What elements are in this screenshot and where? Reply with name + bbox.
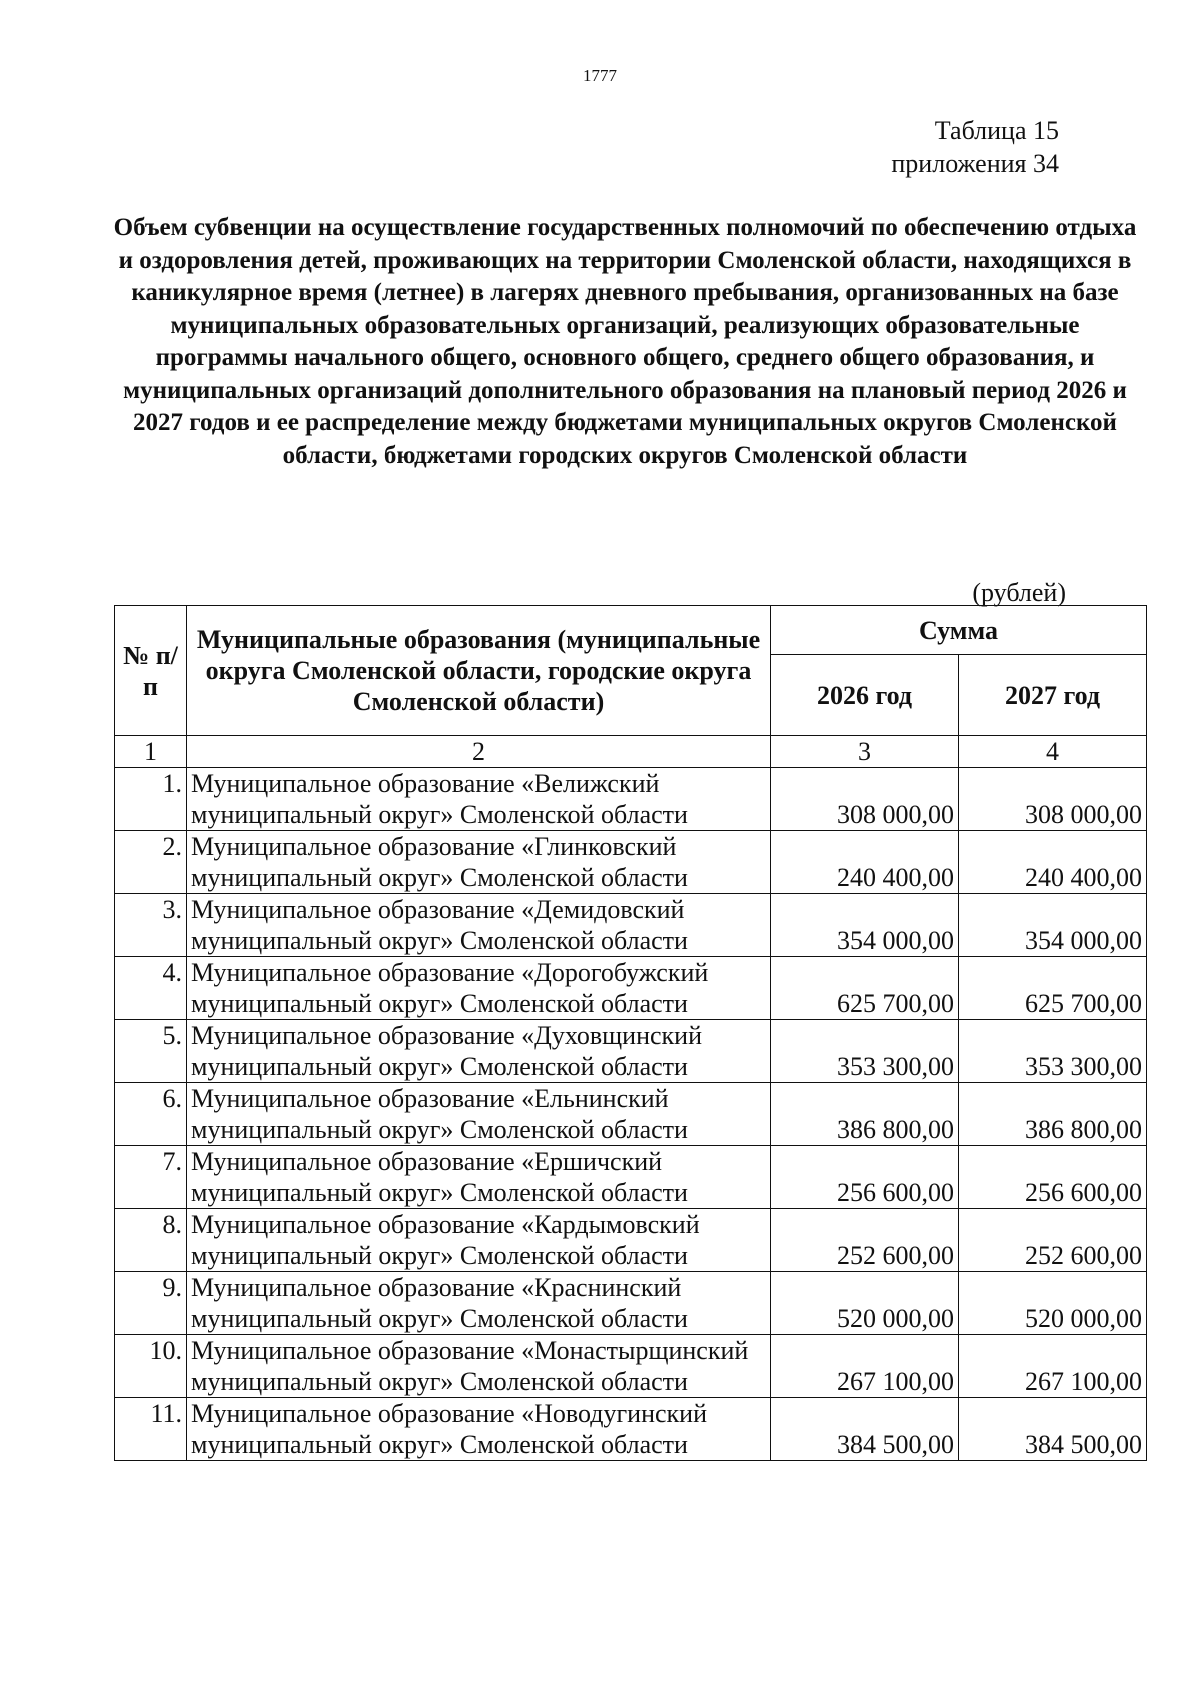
- municipality-name: Муниципальное образование «Ершичский муниципальный округ» Смоленской области: [187, 1146, 771, 1209]
- amount-2027: 384 500,00: [959, 1398, 1147, 1461]
- row-number: 8.: [115, 1209, 187, 1272]
- table-row: [115, 768, 1147, 831]
- amount-2026: 384 500,00: [771, 1398, 959, 1461]
- row-number: 11.: [115, 1398, 187, 1461]
- table-body: [115, 768, 1147, 1461]
- table-row: [115, 894, 1147, 957]
- header-municipality: Муниципальные образования (муниципальные округа Смоленской области, городские округа Смоленской области): [187, 606, 771, 736]
- column-index-row: [115, 736, 1147, 768]
- municipality-name: Муниципальное образование «Ельнинский муниципальный округ» Смоленской области: [187, 1083, 771, 1146]
- header-row-1: [115, 606, 1147, 655]
- column-index-2: 2: [187, 736, 771, 768]
- row-number: 1.: [115, 768, 187, 831]
- amount-2026: 252 600,00: [771, 1209, 959, 1272]
- amount-2026: 267 100,00: [771, 1335, 959, 1398]
- row-number: 7.: [115, 1146, 187, 1209]
- header-year-2026: 2026 год: [771, 655, 959, 736]
- amount-2027: 267 100,00: [959, 1335, 1147, 1398]
- amount-2027: 240 400,00: [959, 831, 1147, 894]
- page-number: 1777: [583, 66, 617, 85]
- amount-2026: 240 400,00: [771, 831, 959, 894]
- municipality-name: Муниципальное образование «Новодугинский муниципальный округ» Смоленской области: [187, 1398, 771, 1461]
- row-number: 9.: [115, 1272, 187, 1335]
- subvention-table: [114, 605, 1147, 1461]
- table-row: [115, 957, 1147, 1020]
- municipality-name: Муниципальное образование «Кардымовский муниципальный округ» Смоленской области: [187, 1209, 771, 1272]
- amount-2027: 353 300,00: [959, 1020, 1147, 1083]
- table-row: [115, 1335, 1147, 1398]
- header-year-2027: 2027 год: [959, 655, 1147, 736]
- municipality-name: Муниципальное образование «Демидовский муниципальный округ» Смоленской области: [187, 894, 771, 957]
- row-number: 3.: [115, 894, 187, 957]
- column-index-1: 1: [115, 736, 187, 768]
- municipality-name: Муниципальное образование «Монастырщинский муниципальный округ» Смоленской области: [187, 1335, 771, 1398]
- table-row: [115, 1272, 1147, 1335]
- amount-2027: 256 600,00: [959, 1146, 1147, 1209]
- municipality-name: Муниципальное образование «Глинковский муниципальный округ» Смоленской области: [187, 831, 771, 894]
- row-number: 10.: [115, 1335, 187, 1398]
- municipality-name: Муниципальное образование «Духовщинский муниципальный округ» Смоленской области: [187, 1020, 771, 1083]
- amount-2026: 354 000,00: [771, 894, 959, 957]
- amount-2027: 625 700,00: [959, 957, 1147, 1020]
- amount-2027: 520 000,00: [959, 1272, 1147, 1335]
- amount-2026: 353 300,00: [771, 1020, 959, 1083]
- amount-2026: 256 600,00: [771, 1146, 959, 1209]
- municipality-name: Муниципальное образование «Краснинский муниципальный округ» Смоленской области: [187, 1272, 771, 1335]
- table-reference-line-1: Таблица 15: [934, 116, 1059, 145]
- amount-2027: 386 800,00: [959, 1083, 1147, 1146]
- amount-2026: 625 700,00: [771, 957, 959, 1020]
- table-row: [115, 1398, 1147, 1461]
- amount-2026: 308 000,00: [771, 768, 959, 831]
- municipality-name: Муниципальное образование «Велижский муниципальный округ» Смоленской области: [187, 768, 771, 831]
- row-number: 5.: [115, 1020, 187, 1083]
- table-reference: [891, 114, 1059, 180]
- amount-2027: 354 000,00: [959, 894, 1147, 957]
- table-row: [115, 1209, 1147, 1272]
- table-row: [115, 1083, 1147, 1146]
- column-index-4: 4: [959, 736, 1147, 768]
- document-title: Объем субвенции на осуществление государственных полномочий по обеспечению отдыха и оздоровления детей, проживающих на территории Смоленской области, находящихся в каникулярное время (летнее) в лагерях дневного пребывания, организованных на базе муниципальных образовательных организаций, реализующих образовательные программы начального общего, основного общего, среднего общего образования, и муниципальных организаций дополнительного образования на плановый период 2026 и 2027 годов и ее распределение между бюджетами муниципальных округов Смоленской области, бюджетами городских округов Смоленской области: [113, 214, 1137, 469]
- amount-2027: 252 600,00: [959, 1209, 1147, 1272]
- column-index-3: 3: [771, 736, 959, 768]
- units-label: (рублей): [972, 578, 1066, 607]
- table-reference-line-2: приложения 34: [891, 149, 1059, 178]
- amount-2026: 386 800,00: [771, 1083, 959, 1146]
- header-sum: Сумма: [771, 606, 1147, 655]
- row-number: 6.: [115, 1083, 187, 1146]
- municipality-name: Муниципальное образование «Дорогобужский муниципальный округ» Смоленской области: [187, 957, 771, 1020]
- table-row: [115, 831, 1147, 894]
- header-number: № п/п: [115, 606, 187, 736]
- table-row: [115, 1146, 1147, 1209]
- amount-2027: 308 000,00: [959, 768, 1147, 831]
- row-number: 2.: [115, 831, 187, 894]
- amount-2026: 520 000,00: [771, 1272, 959, 1335]
- row-number: 4.: [115, 957, 187, 1020]
- table-row: [115, 1020, 1147, 1083]
